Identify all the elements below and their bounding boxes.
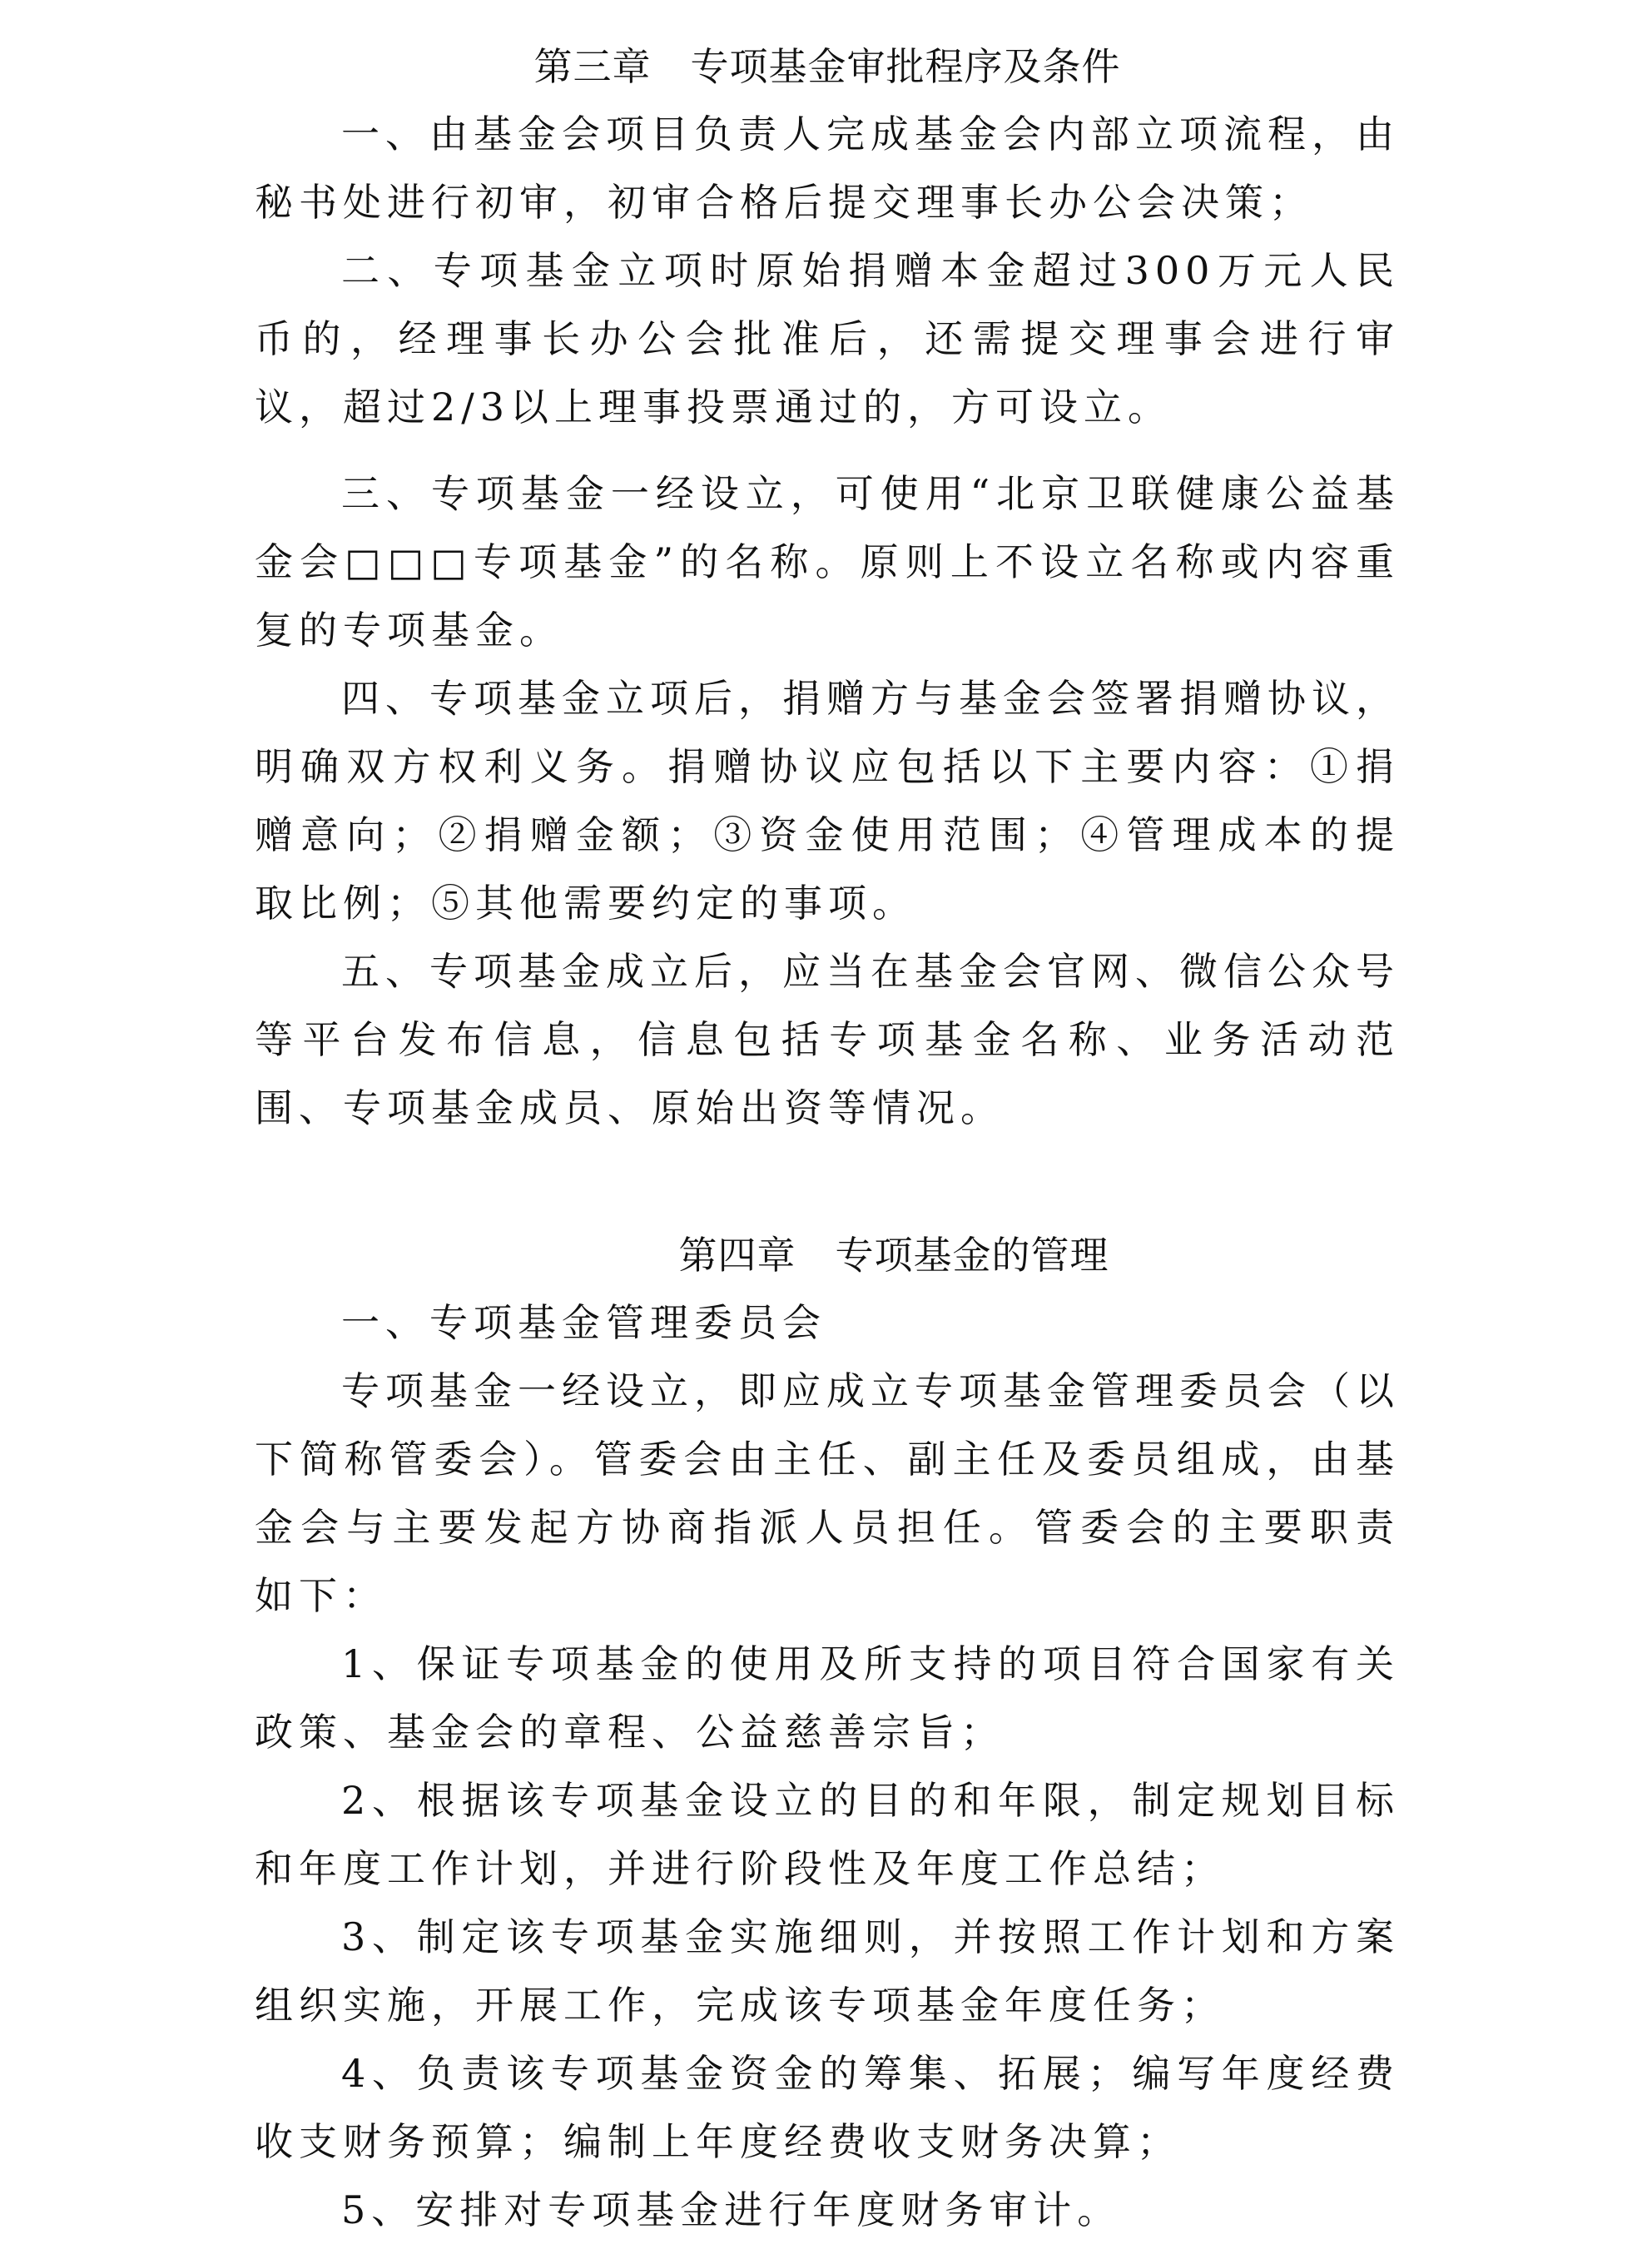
- chapter-3-title: 第三章 专项基金审批程序及条件: [533, 44, 1121, 89]
- chapter-4-section-heading: 一、专项基金管理委员会: [341, 1300, 826, 1345]
- chapter-4-duty-5: 5、安排对专项基金进行年度财务审计。: [341, 2187, 1122, 2232]
- chapter-3-paragraph-1: 一、由基金会项目负责人完成基金会内部立项流程，由秘书处进行初审，初审合格后提交理事长办公会决策；: [255, 112, 1400, 225]
- chapter-3-paragraph-3: 三、专项基金一经设立，可使用“北京卫联健康公益基金会□□□专项基金”的名称。原则上不设立名称或内容重复的专项基金。: [255, 471, 1400, 653]
- chapter-4-duty-2: 2、根据该专项基金设立的目的和年限，制定规划目标和年度工作计划，并进行阶段性及年度工作总结；: [255, 1778, 1400, 1891]
- document-page: [255, 33, 1400, 2244]
- chapter-4-duty-1: 1、保证专项基金的使用及所支持的项目符合国家有关政策、基金会的章程、公益慈善宗旨；: [255, 1641, 1400, 1755]
- chapter-3-paragraph-5: 五、专项基金成立后，应当在基金会官网、微信公众号等平台发布信息，信息包括专项基金名称、业务活动范围、专项基金成员、原始出资等情况。: [255, 949, 1400, 1130]
- chapter-3-paragraph-4: 四、专项基金立项后，捐赠方与基金会签署捐赠协议，明确双方权利义务。捐赠协议应包括以下主要内容：①捐赠意向；②捐赠金额；③资金使用范围；④管理成本的提取比例；⑤其他需要约定的事项。: [255, 676, 1400, 926]
- chapter-4-paragraph-intro: 专项基金一经设立，即应成立专项基金管理委员会（以下简称管委会）。管委会由主任、副主任及委员组成，由基金会与主要发起方协商指派人员担任。管委会的主要职责如下：: [255, 1368, 1400, 1618]
- chapter-3-paragraph-2: 二、专项基金立项时原始捐赠本金超过300万元人民币的，经理事长办公会批准后，还需提交理事会进行审议，超过2/3以上理事投票通过的，方可设立。: [255, 248, 1400, 429]
- chapter-4-title: 第四章 专项基金的管理: [678, 1233, 1109, 1278]
- chapter-4-duty-4: 4、负责该专项基金资金的筹集、拓展；编写年度经费收支财务预算；编制上年度经费收支财务决算；: [255, 2051, 1400, 2164]
- chapter-4-duty-3: 3、制定该专项基金实施细则，并按照工作计划和方案组织实施，开展工作，完成该专项基金年度任务；: [255, 1914, 1400, 2028]
